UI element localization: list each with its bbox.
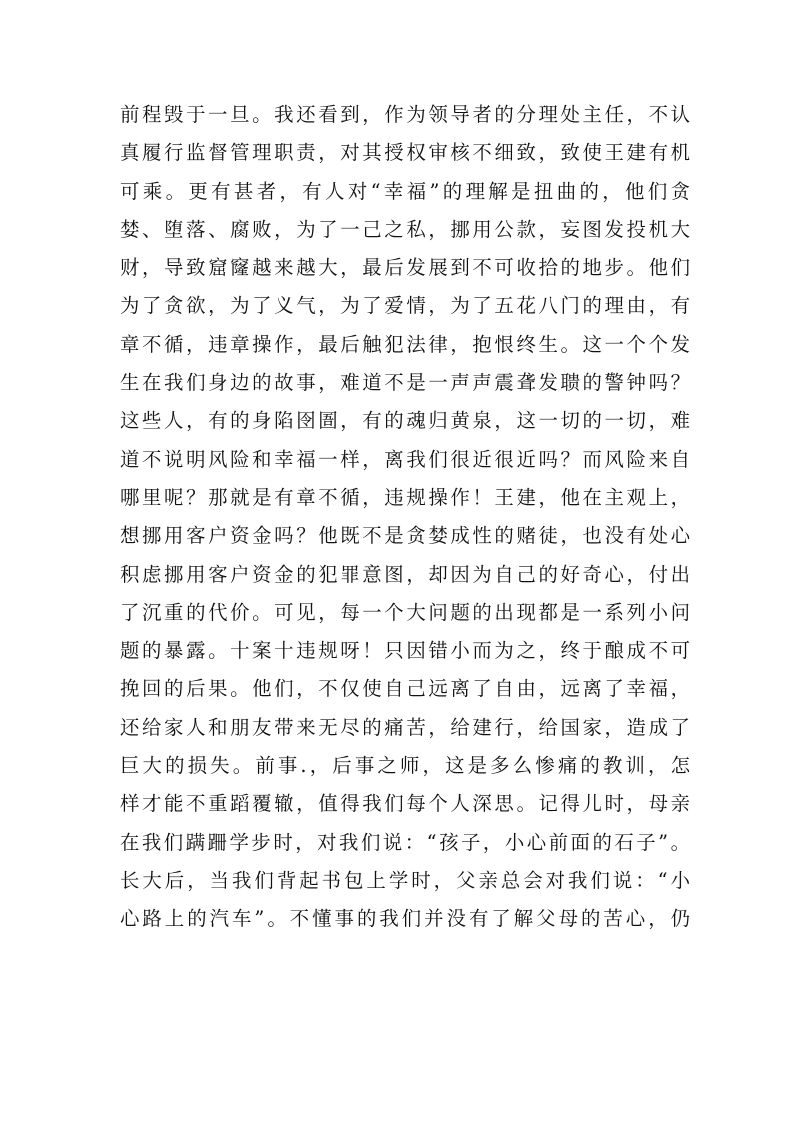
text-line: 了沉重的代价。可见，每一个大问题的出现都是一系列小问 (120, 600, 690, 624)
text-line: 婪、堕落、腐败，为了一己之私，挪用公款，妄图发投机大 (120, 217, 690, 241)
text-line: 道不说明风险和幸福一样，离我们很近很近吗？而风险来自 (120, 447, 690, 471)
text-line: 真履行监督管理职责，对其授权审核不细致，致使王建有机 (120, 141, 690, 165)
text-line: 长大后，当我们背起书包上学时，父亲总会对我们说：“小 (120, 868, 690, 892)
text-line: 生在我们身边的故事，难道不是一声声震聋发聩的警钟吗？ (120, 371, 690, 395)
text-line: 巨大的损失。前事.，后事之师，这是多么惨痛的教训，怎 (120, 754, 690, 778)
text-line: 章不循，违章操作，最后触犯法律，抱恨终生。这一个个发 (120, 332, 690, 356)
text-line: 想挪用客户资金吗？他既不是贪婪成性的赌徒，也没有处心 (120, 524, 690, 548)
text-line: 积虑挪用客户资金的犯罪意图，却因为自己的好奇心，付出 (120, 562, 690, 586)
text-line: 还给家人和朋友带来无尽的痛苦，给建行，给国家，造成了 (120, 715, 690, 739)
text-line: 前程毁于一旦。我还看到，作为领导者的分理处主任，不认 (120, 103, 690, 126)
text-line: 在我们蹒跚学步时，对我们说：“孩子，小心前面的石子”。 (120, 830, 690, 854)
text-line: 题的暴露。十案十违规呀！只因错小而为之，终于酿成不可 (120, 639, 690, 663)
text-line: 心路上的汽车”。不懂事的我们并没有了解父母的苦心，仍 (120, 907, 690, 931)
text-line: 财，导致窟窿越来越大，最后发展到不可收拾的地步。他们 (120, 256, 690, 280)
text-line: 哪里呢？那就是有章不循，违规操作！王建，他在主观上， (120, 485, 690, 509)
text-line: 为了贪欲，为了义气，为了爱情，为了五花八门的理由，有 (120, 294, 690, 318)
body-text (120, 96, 690, 939)
text-line: 样才能不重蹈覆辙，值得我们每个人深思。记得儿时，母亲 (120, 792, 690, 816)
text-line: 挽回的后果。他们，不仅使自己远离了自由，远离了幸福， (120, 677, 690, 701)
text-line: 这些人，有的身陷囹圄，有的魂归黄泉，这一切的一切，难 (120, 409, 690, 433)
text-line: 可乘。更有甚者，有人对“幸福”的理解是扭曲的，他们贪 (120, 179, 690, 203)
